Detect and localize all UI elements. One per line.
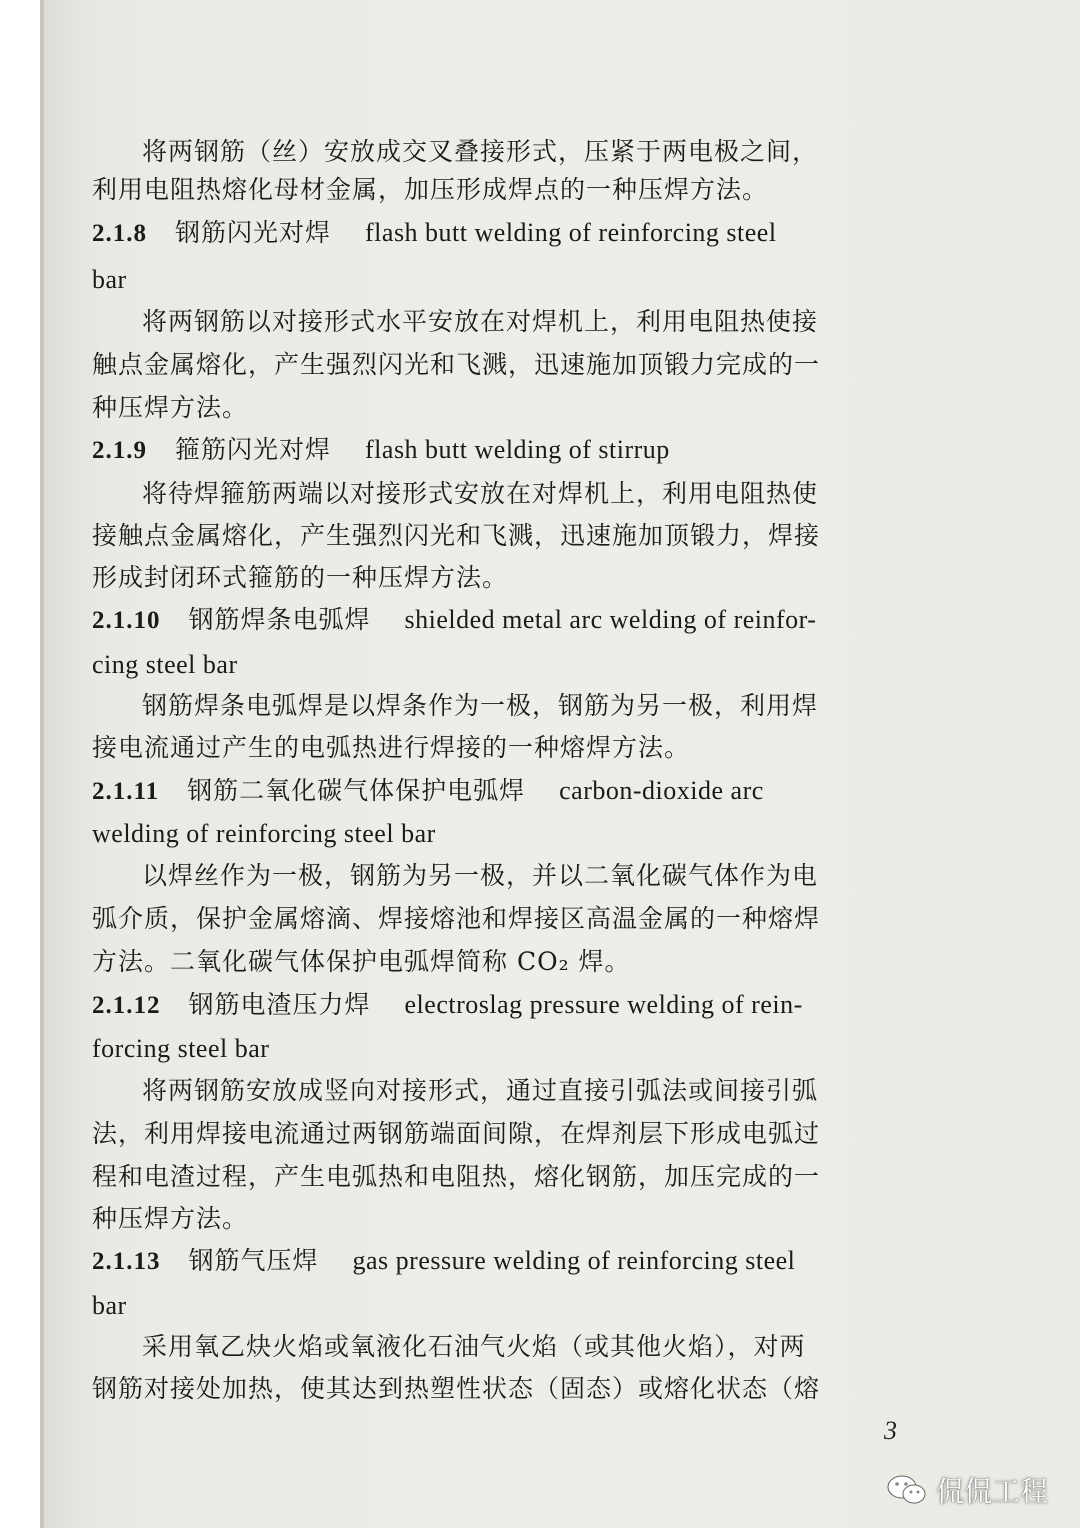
paragraph-line: 将两钢筋安放成竖向对接形式，通过直接引弧法或间接引弧: [142, 1076, 819, 1105]
section-title-en: flash butt welding of reinforcing steel: [365, 218, 777, 247]
paragraph-line: 接触点金属熔化，产生强烈闪光和飞溅，迅速施加顶锻力，焊接: [92, 521, 821, 550]
paragraph-line: 弧介质，保护金属熔滴、焊接熔池和焊接区高温金属的一种熔焊: [92, 904, 821, 933]
heading-continuation: forcing steel bar: [92, 1034, 270, 1063]
paragraph-line: 钢筋对接处加热，使其达到热塑性状态（固态）或熔化状态（熔: [92, 1374, 821, 1403]
section-heading-2-1-8: [92, 213, 777, 253]
section-title-cn: 钢筋电渣压力焊: [188, 990, 371, 1019]
section-title-cn: 钢筋闪光对焊: [175, 218, 332, 247]
watermark-text: 侃侃工程: [936, 1475, 1049, 1508]
paragraph-line: 钢筋焊条电弧焊是以焊条作为一极，钢筋为另一极，利用焊: [142, 691, 819, 720]
paragraph-line: 以焊丝作为一极，钢筋为另一极，并以二氧化碳气体作为电: [142, 861, 819, 890]
paragraph-line: 采用氧乙炔火焰或氧液化石油气火焰（或其他火焰），对两: [142, 1332, 806, 1361]
paragraph-line: 种压焊方法。: [92, 393, 249, 422]
paragraph-line: 将两钢筋（丝）安放成交叉叠接形式，压紧于两电极之间，: [142, 137, 819, 166]
paragraph-line: 利用电阻热熔化母材金属，加压形成焊点的一种压焊方法。: [92, 175, 769, 204]
section-number: 2.1.13: [92, 1248, 161, 1275]
section-number: 2.1.9: [92, 437, 147, 464]
section-number: 2.1.8: [92, 220, 147, 247]
section-heading-2-1-10: [92, 600, 816, 640]
section-title-cn: 箍筋闪光对焊: [175, 435, 332, 464]
heading-continuation: bar: [92, 265, 127, 294]
paragraph-line: 触点金属熔化，产生强烈闪光和飞溅，迅速施加顶锻力完成的一: [92, 350, 821, 379]
section-heading-2-1-12: [92, 985, 803, 1025]
paragraph-line: 将两钢筋以对接形式水平安放在对焊机上，利用电阻热使接: [142, 307, 819, 336]
paragraph-line: 形成封闭环式箍筋的一种压焊方法。: [92, 563, 509, 592]
section-number: 2.1.11: [92, 778, 160, 805]
section-title-cn: 钢筋气压焊: [188, 1246, 319, 1275]
section-title-en: electroslag pressure welding of rein-: [404, 990, 803, 1019]
section-title-cn: 钢筋焊条电弧焊: [188, 605, 371, 634]
heading-continuation: welding of reinforcing steel bar: [92, 819, 436, 848]
paragraph-line: 将待焊箍筋两端以对接形式安放在对焊机上，利用电阻热使: [142, 479, 819, 508]
section-heading-2-1-13: [92, 1241, 795, 1281]
section-title-cn: 钢筋二氧化碳气体保护电弧焊: [187, 776, 526, 805]
section-title-en: flash butt welding of stirrup: [365, 435, 670, 464]
paragraph-line: 接电流通过产生的电弧热进行焊接的一种熔焊方法。: [92, 733, 691, 762]
section-title-en: carbon-dioxide arc: [559, 776, 764, 805]
section-title-en: shielded metal arc welding of reinfor-: [404, 605, 817, 634]
paragraph-line: 种压焊方法。: [92, 1204, 249, 1233]
page-gutter: [40, 0, 44, 1528]
section-title-en: gas pressure welding of reinforcing steel: [352, 1246, 796, 1275]
page-number: 3: [884, 1416, 897, 1445]
paragraph-line: 程和电渣过程，产生电弧热和电阻热，熔化钢筋，加压完成的一: [92, 1162, 821, 1191]
wechat-icon: [886, 1473, 928, 1507]
heading-continuation: bar: [92, 1291, 127, 1320]
paragraph-line: 法，利用焊接电流通过两钢筋端面间隙，在焊剂层下形成电弧过: [92, 1119, 821, 1148]
section-heading-2-1-11: [92, 771, 764, 811]
section-number: 2.1.12: [92, 992, 161, 1019]
section-number: 2.1.10: [92, 607, 161, 634]
section-heading-2-1-9: [92, 430, 670, 470]
heading-continuation: cing steel bar: [92, 650, 238, 679]
watermark: [886, 1470, 1048, 1510]
paragraph-line: 方法。二氧化碳气体保护电弧焊简称 CO₂ 焊。: [92, 947, 631, 976]
